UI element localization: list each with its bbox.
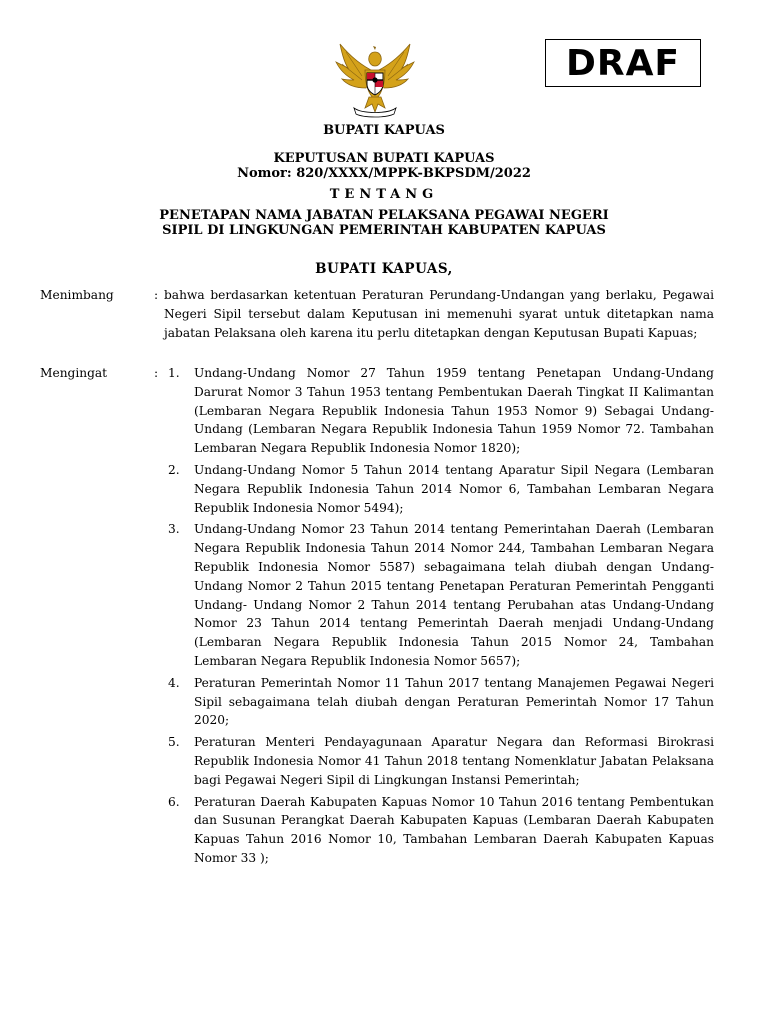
list-item bbox=[166, 733, 714, 789]
subject-line-2: SIPIL DI LINGKUNGAN PEMERINTAH KABUPATEN KAPUAS bbox=[162, 223, 606, 238]
subject-line-1: PENETAPAN NAMA JABATAN PELAKSANA PEGAWAI NEGERI bbox=[159, 208, 609, 223]
list-item bbox=[166, 461, 714, 517]
menimbang-text: bahwa berdasarkan ketentuan Peraturan Perundang-Undangan yang berlaku, Pegawai Negeri Sipil tersebut dalam Keputusan ini memenuhi syarat untuk ditetapkan nama jabatan Pelaksana oleh karena itu perlu ditetapkan dengan Keputusan Bupati Kapuas; bbox=[164, 288, 714, 340]
item-text: Undang-Undang Nomor 27 Tahun 1959 tentang Penetapan Undang-Undang Darurat Nomor 3 Tahun 1953 tentang Pembentukan Daerah Tingkat II Kalimantan (Lembaran Negara Republik Indonesia Tahun 1953 Nomor 9) Sebagai Undang-Undang (Lembaran Negara Republik Indonesia Tahun 1959 Nomor 72. Tambahan Lembaran Negara Republik Indonesia Nomor 1820); bbox=[194, 366, 714, 456]
item-number: 1. bbox=[168, 366, 180, 380]
list-item bbox=[166, 520, 714, 670]
mengingat-colon: : bbox=[154, 366, 159, 380]
item-number: 6. bbox=[168, 794, 180, 809]
issuer-title: BUPATI KAPUAS bbox=[323, 123, 445, 138]
draft-stamp: DRAF bbox=[545, 39, 701, 87]
item-number: 4. bbox=[168, 675, 180, 690]
item-number: 3. bbox=[168, 522, 180, 537]
tentang-heading: TENTANG bbox=[329, 187, 439, 202]
issuer-heading: BUPATI KAPUAS, bbox=[315, 261, 453, 277]
mengingat-list bbox=[166, 364, 714, 871]
item-number: 5. bbox=[168, 735, 180, 750]
menimbang-colon: : bbox=[154, 288, 159, 302]
menimbang-label: Menimbang bbox=[40, 288, 114, 302]
list-item bbox=[166, 364, 714, 458]
item-text: Peraturan Menteri Pendayagunaan Aparatur Negara dan Reformasi Birokrasi Republik Indonesia Nomor 41 Tahun 2018 tentang Nomenklatur Jabatan Pelaksana bagi Pegawai Negeri Sipil di Lingkungan Instansi Pemerintah; bbox=[194, 735, 714, 787]
mengingat-label: Mengingat bbox=[40, 366, 108, 380]
item-text: Undang-Undang Nomor 23 Tahun 2014 tentang Pemerintahan Daerah (Lembaran Negara Republik Indonesia Tahun 2014 Nomor 244, Tambahan Lembaran Negara Republik Indonesia Nomor 5587) sebagaimana telah diubah dengan Undang-Undang Nomor 2 Tahun 2015 tentang Penetapan Peraturan Pemerintah Pengganti Undang- Undang Nomor 2 Tahun 2014 tentang Perubahan atas Undang-Undang Nomor 23 Tahun 2014 tentang Pemerintah Daerah menjadi Undang-Undang (Lembaran Negara Republik Indonesia Tahun 2015 Nomor 24, Tambahan Lembaran Negara Republik Indonesia Nomor 5657); bbox=[194, 522, 714, 668]
list-item bbox=[166, 793, 714, 868]
garuda-emblem-icon bbox=[332, 42, 418, 118]
item-text: Peraturan Pemerintah Nomor 11 Tahun 2017 tentang Manajemen Pegawai Negeri Sipil sebagaimana telah diubah dengan Peraturan Pemerintah Nomor 17 Tahun 2020; bbox=[194, 675, 714, 728]
list-item bbox=[166, 674, 714, 730]
item-number: 2. bbox=[168, 462, 180, 477]
decree-title: KEPUTUSAN BUPATI KAPUAS bbox=[273, 151, 495, 166]
menimbang-section bbox=[0, 286, 768, 366]
decree-number: Nomor: 820/XXXX/MPPK-BKPSDM/2022 bbox=[237, 166, 531, 181]
item-text: Undang-Undang Nomor 5 Tahun 2014 tentang Aparatur Sipil Negara (Lembaran Negara Republik Indonesia Tahun 2014 Nomor 6, Tambahan Lembaran Negara Republik Indonesia Nomor 5494); bbox=[194, 462, 714, 515]
item-text: Peraturan Daerah Kabupaten Kapuas Nomor 10 Tahun 2016 tentang Pembentukan dan Susunan Perangkat Daerah Kabupaten Kapuas (Lembaran Daerah Kabupaten Kapuas Tahun 2016 Nomor 10, Tambahan Lembaran Daerah Kabupaten Kapuas Nomor 33 ); bbox=[194, 794, 714, 865]
